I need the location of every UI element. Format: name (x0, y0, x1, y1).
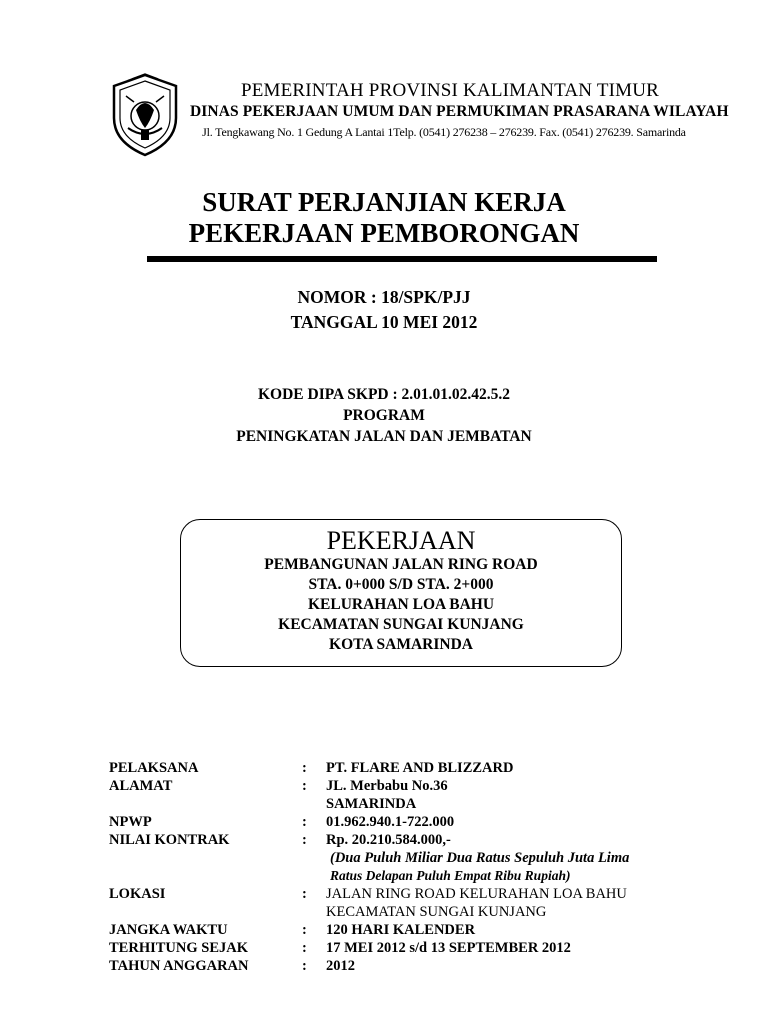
detail-label: NILAI KONTRAK (109, 832, 230, 848)
detail-value: 17 MEI 2012 s/d 13 SEPTEMBER 2012 (326, 940, 571, 956)
work-line: STA. 0+000 S/D STA. 2+000 (308, 576, 494, 593)
detail-colon: : (302, 922, 307, 938)
detail-label: PELAKSANA (109, 760, 199, 776)
detail-row-alamat-cont (0, 796, 768, 814)
detail-value: (Dua Puluh Miliar Dua Ratus Sepuluh Juta Lima (330, 850, 630, 866)
detail-value: 2012 (326, 958, 355, 974)
program-name: PENINGKATAN JALAN DAN JEMBATAN (236, 428, 532, 445)
detail-value: 120 HARI KALENDER (326, 922, 476, 938)
detail-value: JL. Merbabu No.36 (326, 778, 448, 794)
document-title-line-1: SURAT PERJANJIAN KERJA (202, 187, 566, 217)
provincial-emblem-icon (106, 72, 184, 158)
work-line: KELURAHAN LOA BAHU (307, 596, 495, 613)
detail-row-nilai-words-2 (0, 868, 768, 886)
detail-value: 01.962.940.1-722.000 (326, 814, 455, 830)
detail-label: NPWP (109, 814, 152, 830)
detail-row-nilai-kontrak (0, 832, 768, 850)
detail-row-pelaksana (0, 760, 768, 778)
detail-label: TAHUN ANGGARAN (109, 958, 249, 974)
detail-value: Ratus Delapan Puluh Empat Ribu Rupiah) (330, 868, 571, 883)
detail-row-npwp (0, 814, 768, 832)
detail-value: SAMARINDA (326, 796, 417, 812)
detail-row-alamat (0, 778, 768, 796)
detail-colon: : (302, 958, 307, 974)
detail-value: JALAN RING ROAD KELURAHAN LOA BAHU (326, 886, 627, 902)
detail-row-lokasi (0, 886, 768, 904)
detail-colon: : (302, 940, 307, 956)
detail-label: JANGKA WAKTU (109, 922, 228, 938)
detail-row-nilai-words-1 (0, 850, 768, 868)
work-line: KOTA SAMARINDA (329, 636, 473, 653)
work-line: PEMBANGUNAN JALAN RING ROAD (264, 556, 538, 573)
work-heading: PEKERJAAN (326, 526, 476, 555)
detail-colon: : (302, 814, 307, 830)
letterhead-address: Jl. Tengkawang No. 1 Gedung A Lantai 1Telp. (0541) 276238 – 276239. Fax. (0541) 276239. Samarinda (202, 125, 686, 139)
detail-colon: : (302, 886, 307, 902)
dipa-code: KODE DIPA SKPD : 2.01.01.02.42.5.2 (257, 386, 511, 403)
detail-row-tahun-anggaran (0, 958, 768, 976)
detail-value: KECAMATAN SUNGAI KUNJANG (326, 904, 547, 920)
program-label: PROGRAM (343, 407, 425, 424)
work-line: KECAMATAN SUNGAI KUNJANG (278, 616, 524, 633)
title-divider (147, 256, 657, 262)
document-number: NOMOR : 18/SPK/PJJ (297, 287, 471, 307)
detail-label: TERHITUNG SEJAK (109, 940, 248, 956)
document-date: TANGGAL 10 MEI 2012 (290, 312, 478, 332)
document-title-line-2: PEKERJAAN PEMBORONGAN (188, 218, 580, 248)
letterhead-government: PEMERINTAH PROVINSI KALIMANTAN TIMUR (240, 80, 660, 101)
detail-colon: : (302, 760, 307, 776)
detail-value: Rp. 20.210.584.000,- (326, 832, 451, 848)
detail-colon: : (302, 832, 307, 848)
detail-row-jangka-waktu (0, 922, 768, 940)
detail-label: LOKASI (109, 886, 166, 902)
detail-colon: : (302, 778, 307, 794)
detail-row-lokasi-cont (0, 904, 768, 922)
detail-label: ALAMAT (109, 778, 173, 794)
detail-row-terhitung-sejak (0, 940, 768, 958)
detail-value: PT. FLARE AND BLIZZARD (326, 760, 514, 776)
letterhead-department: DINAS PEKERJAAN UMUM DAN PERMUKIMAN PRASARANA WILAYAH (190, 103, 729, 120)
work-description-box (180, 519, 622, 667)
